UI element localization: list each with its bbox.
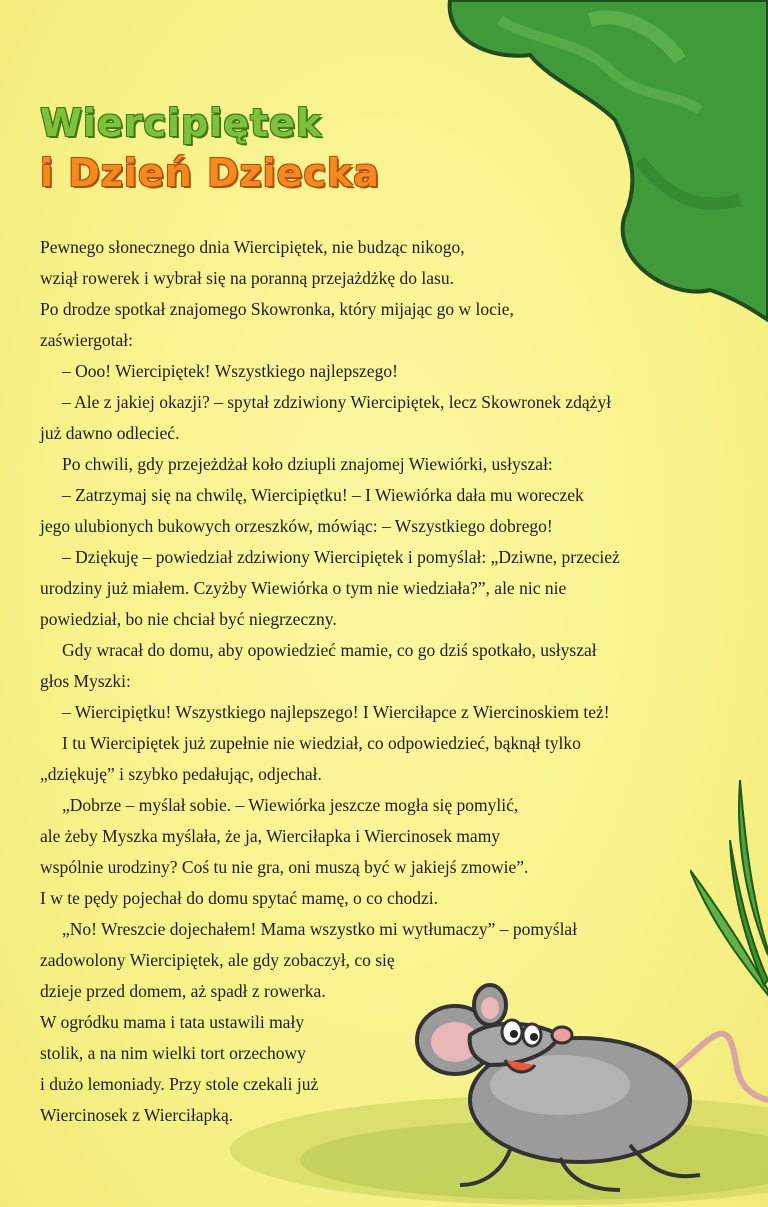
text-line: ale żeby Myszka myślała, że ja, Wierciłapka i Wiercinosek mamy xyxy=(40,826,501,846)
text-line: „dziękuję” i szybko pedałując, odjechał. xyxy=(40,764,322,784)
title-line-2: i Dzień Dziecka xyxy=(40,151,380,195)
text-line: głos Myszki: xyxy=(40,671,131,691)
text-line: „Dobrze – myślał sobie. – Wiewiórka jeszcze mogła się pomylić, xyxy=(62,795,519,815)
text-line: wspólnie urodziny? Coś tu nie gra, oni muszą być w jakiejś zmowie”. xyxy=(40,857,529,877)
text-line: – Zatrzymaj się na chwilę, Wiercipiętku! – I Wiewiórka dała mu woreczek xyxy=(62,485,584,505)
text-line: i dużo lemoniady. Przy stole czekali już xyxy=(40,1074,319,1094)
text-line: powiedział, bo nie chciał być niegrzeczny. xyxy=(40,609,337,629)
text-line: Pewnego słonecznego dnia Wiercipiętek, nie budząc nikogo, xyxy=(40,237,465,257)
text-line: zaświergotał: xyxy=(40,330,133,350)
text-line: urodziny już miałem. Czyżby Wiewiórka o tym nie wiedziała?”, ale nic nie xyxy=(40,578,567,598)
text-line: – Ooo! Wiercipiętek! Wszystkiego najlepszego! xyxy=(62,361,398,381)
text-line: Po drodze spotkał znajomego Skowronka, który mijając go w locie, xyxy=(40,299,514,319)
text-line: – Wiercipiętku! Wszystkiego najlepszego! I Wierciłapce z Wiercinoskiem też! xyxy=(62,702,610,722)
text-line: już dawno odlecieć. xyxy=(40,423,180,443)
text-line: wziął rowerek i wybrał się na poranną przejażdżkę do lasu. xyxy=(40,268,454,288)
text-line: „No! Wreszcie dojechałem! Mama wszystko mi wytłumaczy” – pomyślał xyxy=(62,919,578,939)
text-line: I tu Wiercipiętek już zupełnie nie wiedział, co odpowiedzieć, bąknął tylko xyxy=(62,733,581,753)
story-title xyxy=(40,98,380,198)
text-line: zadowolony Wiercipiętek, ale gdy zobaczył, co się xyxy=(40,950,395,970)
text-line: Wiercinosek z Wierciłapką. xyxy=(40,1105,234,1125)
text-line: Po chwili, gdy przejeżdżał koło dziupli znajomej Wiewiórki, usłyszał: xyxy=(62,454,553,474)
text-line: – Ale z jakiej okazji? – spytał zdziwiony Wiercipiętek, lecz Skowronek zdążył xyxy=(62,392,612,412)
text-line: – Dziękuję – powiedział zdziwiony Wiercipiętek i pomyślał: „Dziwne, przecież xyxy=(62,547,620,567)
text-line: stolik, a na nim wielki tort orzechowy xyxy=(40,1043,306,1063)
title-line-1: Wiercipiętek xyxy=(40,101,323,145)
text-line: Gdy wracał do domu, aby opowiedzieć mamie, co go dziś spotkało, usłyszał xyxy=(62,640,597,660)
text-line: jego ulubionych bukowych orzeszków, mówiąc: – Wszystkiego dobrego! xyxy=(40,516,553,536)
text-line: dzieje przed domem, aż spadł z rowerka. xyxy=(40,981,326,1001)
text-line: I w te pędy pojechał do domu spytać mamę, o co chodzi. xyxy=(40,888,439,908)
story-text xyxy=(40,232,740,1131)
text-line: W ogródku mama i tata ustawili mały xyxy=(40,1012,305,1032)
